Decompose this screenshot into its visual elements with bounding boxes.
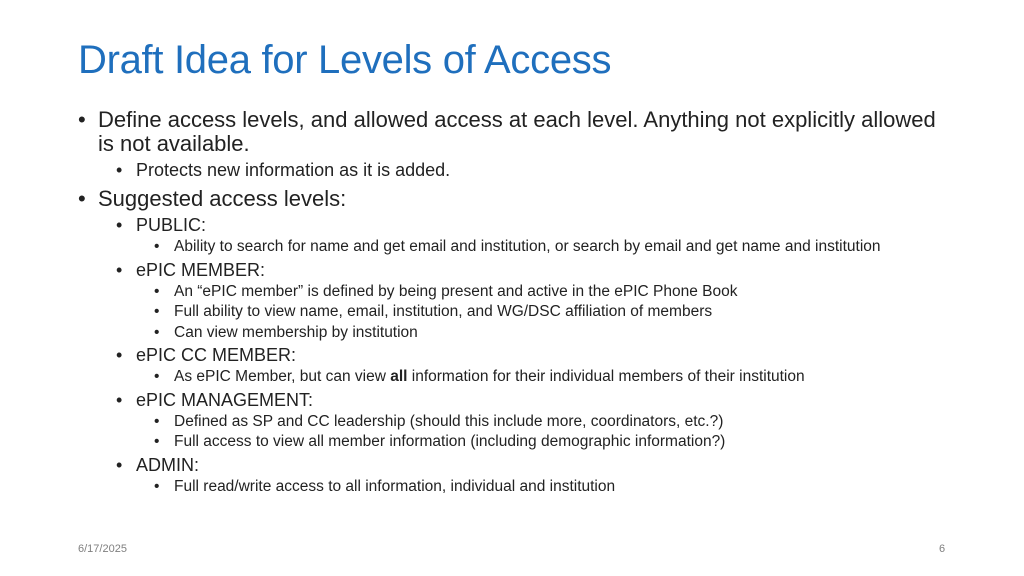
bullet-icon: • bbox=[116, 345, 123, 365]
bullet-icon: • bbox=[154, 303, 160, 320]
level-member-detail-1 bbox=[154, 284, 938, 301]
level-management-detail-1 bbox=[154, 414, 938, 431]
bullet-text: Full access to view all member information (including demographic information?) bbox=[174, 433, 726, 450]
bullet-text: Full ability to view name, email, institution, and WG/DSC affiliation of members bbox=[174, 303, 713, 320]
level-epic-management bbox=[116, 389, 938, 411]
bullet-text: Can view membership by institution bbox=[174, 323, 418, 341]
bullet-icon: • bbox=[116, 259, 123, 280]
bullet-icon: • bbox=[154, 412, 160, 430]
level-admin-detail-1 bbox=[154, 479, 938, 496]
bullet-text: Full read/write access to all information, individual and institution bbox=[174, 477, 616, 495]
footer-date: 6/17/2025 bbox=[78, 543, 127, 555]
bullet-suggested bbox=[78, 187, 938, 211]
bullet-icon: • bbox=[78, 107, 86, 132]
bullet-text: Suggested access levels: bbox=[98, 186, 347, 211]
level-member-detail-2 bbox=[154, 304, 938, 321]
bullet-icon: • bbox=[154, 477, 160, 495]
bullet-icon: • bbox=[116, 454, 123, 475]
bullet-text: Protects new information as it is added. bbox=[136, 160, 451, 180]
bullet-icon: • bbox=[78, 186, 86, 211]
bullet-text: An “ePIC member” is defined by being present and active in the ePIC Phone Book bbox=[174, 282, 738, 300]
level-cc-member-detail-1 bbox=[154, 369, 938, 386]
level-member-detail-3 bbox=[154, 325, 938, 342]
level-label: ADMIN: bbox=[136, 454, 199, 475]
level-label: ePIC MEMBER: bbox=[136, 259, 266, 280]
bullet-icon: • bbox=[154, 368, 160, 385]
bullet-icon: • bbox=[154, 323, 160, 341]
level-epic-cc-member bbox=[116, 344, 938, 366]
bullet-text: Defined as SP and CC leadership (should this include more, coordinators, etc.?) bbox=[174, 412, 724, 430]
bullet-define bbox=[78, 108, 938, 156]
bullet-icon: • bbox=[154, 433, 160, 450]
level-public bbox=[116, 214, 938, 236]
level-admin bbox=[116, 454, 938, 476]
bullet-text: Ability to search for name and get email and institution, or search by email and get name and institution bbox=[174, 238, 881, 255]
bullet-icon: • bbox=[154, 282, 160, 300]
bullet-icon: • bbox=[116, 215, 123, 235]
slide-body bbox=[78, 108, 938, 495]
slide-title: Draft Idea for Levels of Access bbox=[78, 38, 612, 82]
bullet-protects bbox=[116, 159, 938, 181]
bullet-icon: • bbox=[154, 238, 160, 255]
level-epic-member bbox=[116, 259, 938, 281]
bullet-icon: • bbox=[116, 160, 123, 180]
bullet-text: Define access levels, and allowed access at each level. Anything not explicitly allowed is not available. bbox=[98, 107, 936, 156]
bullet-text-post: information for their individual members of their institution bbox=[407, 368, 805, 385]
slide-number: 6 bbox=[939, 543, 946, 555]
bullet-text-pre: As ePIC Member, but can view bbox=[174, 368, 391, 385]
level-public-detail-1 bbox=[154, 239, 938, 256]
emphasis-all: all bbox=[390, 368, 408, 385]
level-label: PUBLIC: bbox=[136, 215, 207, 235]
level-label: ePIC MANAGEMENT: bbox=[136, 389, 314, 410]
level-label: ePIC CC MEMBER: bbox=[136, 345, 297, 365]
bullet-icon: • bbox=[116, 389, 123, 410]
level-management-detail-2 bbox=[154, 434, 938, 451]
